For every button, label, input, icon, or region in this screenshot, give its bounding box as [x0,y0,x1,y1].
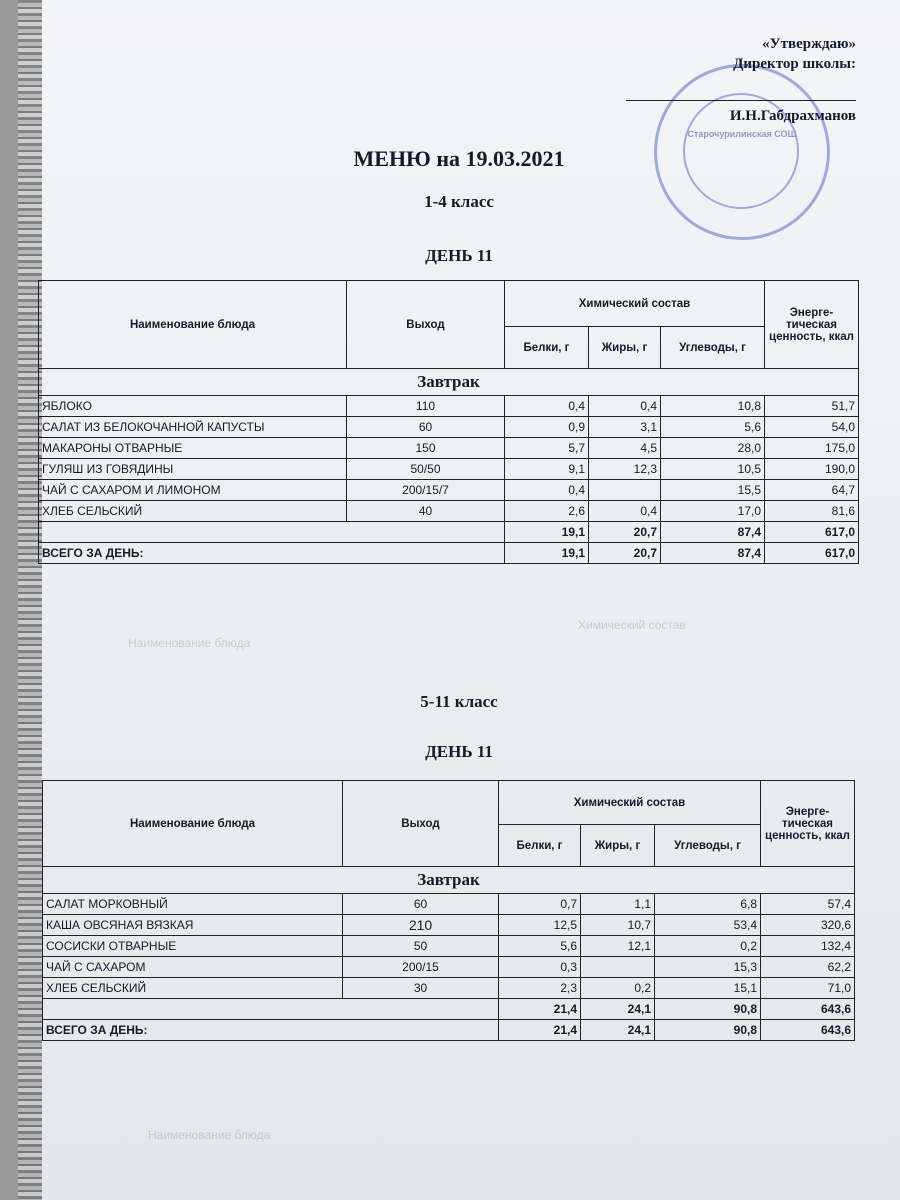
menu-table-1-4 [38,280,859,564]
total-row [43,1020,855,1041]
dish-name: ЧАЙ С САХАРОМ И ЛИМОНОМ [39,480,347,501]
header-proteins: Белки, г [499,825,581,867]
subtotal-row [39,522,859,543]
dish-yield: 50/50 [347,459,505,480]
scan-edge-shadow [18,0,42,1200]
dish-yield: 200/15/7 [347,480,505,501]
table-row [39,480,859,501]
dish-name: САЛАТ МОРКОВНЫЙ [43,894,343,915]
dish-energy: 54,0 [765,417,859,438]
dish-name: ГУЛЯШ ИЗ ГОВЯДИНЫ [39,459,347,480]
dish-energy: 51,7 [765,396,859,417]
dish-fats: 0,4 [589,396,661,417]
dish-fats: 12,1 [581,936,655,957]
dish-yield: 200/15 [343,957,499,978]
grade-heading-2: 5-11 класс [420,692,498,711]
bleed-through-text: Химический состав [578,618,686,632]
bleed-through-text: Наименование блюда [148,1128,271,1142]
dish-energy: 62,2 [761,957,855,978]
dish-yield: 210 [343,915,499,936]
menu-table-5-11 [42,780,855,1041]
total-label: ВСЕГО ЗА ДЕНЬ: [39,543,505,564]
approval-block [730,34,856,126]
dish-fats [589,480,661,501]
dish-carbs: 6,8 [655,894,761,915]
dish-proteins: 0,4 [505,480,589,501]
dish-proteins: 2,6 [505,501,589,522]
table-row [43,957,855,978]
dish-proteins: 9,1 [505,459,589,480]
signature-line [626,100,856,101]
dish-carbs: 15,1 [655,978,761,999]
dish-energy: 190,0 [765,459,859,480]
subtotal-energy: 617,0 [765,522,859,543]
subtotal-carbs: 87,4 [661,522,765,543]
subtotal-fats: 20,7 [589,522,661,543]
approval-line-1: «Утверждаю» [762,36,856,52]
header-energy: Энерге-тическая ценность, ккал [761,781,855,867]
dish-yield: 60 [343,894,499,915]
header-fats: Жиры, г [581,825,655,867]
dish-proteins: 5,7 [505,438,589,459]
subtotal-row [43,999,855,1020]
header-fats: Жиры, г [589,327,661,369]
dish-name: СОСИСКИ ОТВАРНЫЕ [43,936,343,957]
total-fats: 24,1 [581,1020,655,1041]
dish-carbs: 0,2 [655,936,761,957]
dish-name: ЯБЛОКО [39,396,347,417]
total-proteins: 21,4 [499,1020,581,1041]
dish-energy: 57,4 [761,894,855,915]
dish-fats: 3,1 [589,417,661,438]
header-proteins: Белки, г [505,327,589,369]
dish-yield: 50 [343,936,499,957]
total-row [39,543,859,564]
header-carbs: Углеводы, г [655,825,761,867]
subtotal-proteins: 19,1 [505,522,589,543]
header-dish: Наименование блюда [39,281,347,369]
total-carbs: 90,8 [655,1020,761,1041]
dish-yield: 150 [347,438,505,459]
dish-proteins: 0,3 [499,957,581,978]
stamp-text: Старочурилинская СОШ [687,129,797,139]
dish-carbs: 10,5 [661,459,765,480]
total-energy: 617,0 [765,543,859,564]
header-chem: Химический состав [499,781,761,825]
dish-fats: 4,5 [589,438,661,459]
dish-energy: 64,7 [765,480,859,501]
table-row [39,438,859,459]
table-row [39,459,859,480]
total-proteins: 19,1 [505,543,589,564]
dish-name: ЧАЙ С САХАРОМ [43,957,343,978]
table-row [39,417,859,438]
dish-carbs: 5,6 [661,417,765,438]
day-heading-2: ДЕНЬ 11 [425,742,493,761]
table-row [39,396,859,417]
dish-yield: 60 [347,417,505,438]
header-yield: Выход [347,281,505,369]
dish-yield: 40 [347,501,505,522]
dish-name: САЛАТ ИЗ БЕЛОКОЧАННОЙ КАПУСТЫ [39,417,347,438]
dish-name: ХЛЕБ СЕЛЬСКИЙ [39,501,347,522]
table-row [39,501,859,522]
dish-carbs: 10,8 [661,396,765,417]
dish-name: ХЛЕБ СЕЛЬСКИЙ [43,978,343,999]
meal-label: Завтрак [39,369,859,396]
dish-name: МАКАРОНЫ ОТВАРНЫЕ [39,438,347,459]
table-row [43,978,855,999]
dish-carbs: 17,0 [661,501,765,522]
dish-proteins: 0,7 [499,894,581,915]
table-row [43,915,855,936]
day-heading-1: ДЕНЬ 11 [425,246,493,265]
dish-proteins: 12,5 [499,915,581,936]
approval-line-2: Директор школы: [733,56,856,72]
total-energy: 643,6 [761,1020,855,1041]
subtotal-energy: 643,6 [761,999,855,1020]
dish-name: КАША ОВСЯНАЯ ВЯЗКАЯ [43,915,343,936]
dish-fats: 0,4 [589,501,661,522]
dish-fats: 0,2 [581,978,655,999]
dish-energy: 320,6 [761,915,855,936]
dish-yield: 30 [343,978,499,999]
dish-proteins: 2,3 [499,978,581,999]
grade-heading-1: 1-4 класс [424,192,494,211]
dish-carbs: 28,0 [661,438,765,459]
meal-label: Завтрак [43,867,855,894]
subtotal-carbs: 90,8 [655,999,761,1020]
director-name: И.Н.Габдрахманов [729,108,856,124]
dish-carbs: 53,4 [655,915,761,936]
header-energy: Энерге-тическая ценность, ккал [765,281,859,369]
subtotal-fats: 24,1 [581,999,655,1020]
menu-title: МЕНЮ на 19.03.2021 [353,146,565,171]
table-row [43,936,855,957]
dish-fats: 12,3 [589,459,661,480]
dish-yield: 110 [347,396,505,417]
dish-carbs: 15,3 [655,957,761,978]
header-carbs: Углеводы, г [661,327,765,369]
dish-proteins: 0,4 [505,396,589,417]
header-dish: Наименование блюда [43,781,343,867]
header-yield: Выход [343,781,499,867]
dish-proteins: 5,6 [499,936,581,957]
subtotal-proteins: 21,4 [499,999,581,1020]
dish-energy: 71,0 [761,978,855,999]
header-chem: Химический состав [505,281,765,327]
dish-fats: 10,7 [581,915,655,936]
table-row [43,894,855,915]
dish-fats: 1,1 [581,894,655,915]
bleed-through-text: Наименование блюда [128,636,251,650]
dish-fats [581,957,655,978]
total-fats: 20,7 [589,543,661,564]
total-carbs: 87,4 [661,543,765,564]
dish-energy: 81,6 [765,501,859,522]
dish-proteins: 0,9 [505,417,589,438]
total-label: ВСЕГО ЗА ДЕНЬ: [43,1020,499,1041]
dish-carbs: 15,5 [661,480,765,501]
dish-energy: 175,0 [765,438,859,459]
dish-energy: 132,4 [761,936,855,957]
document-page [18,0,900,1200]
